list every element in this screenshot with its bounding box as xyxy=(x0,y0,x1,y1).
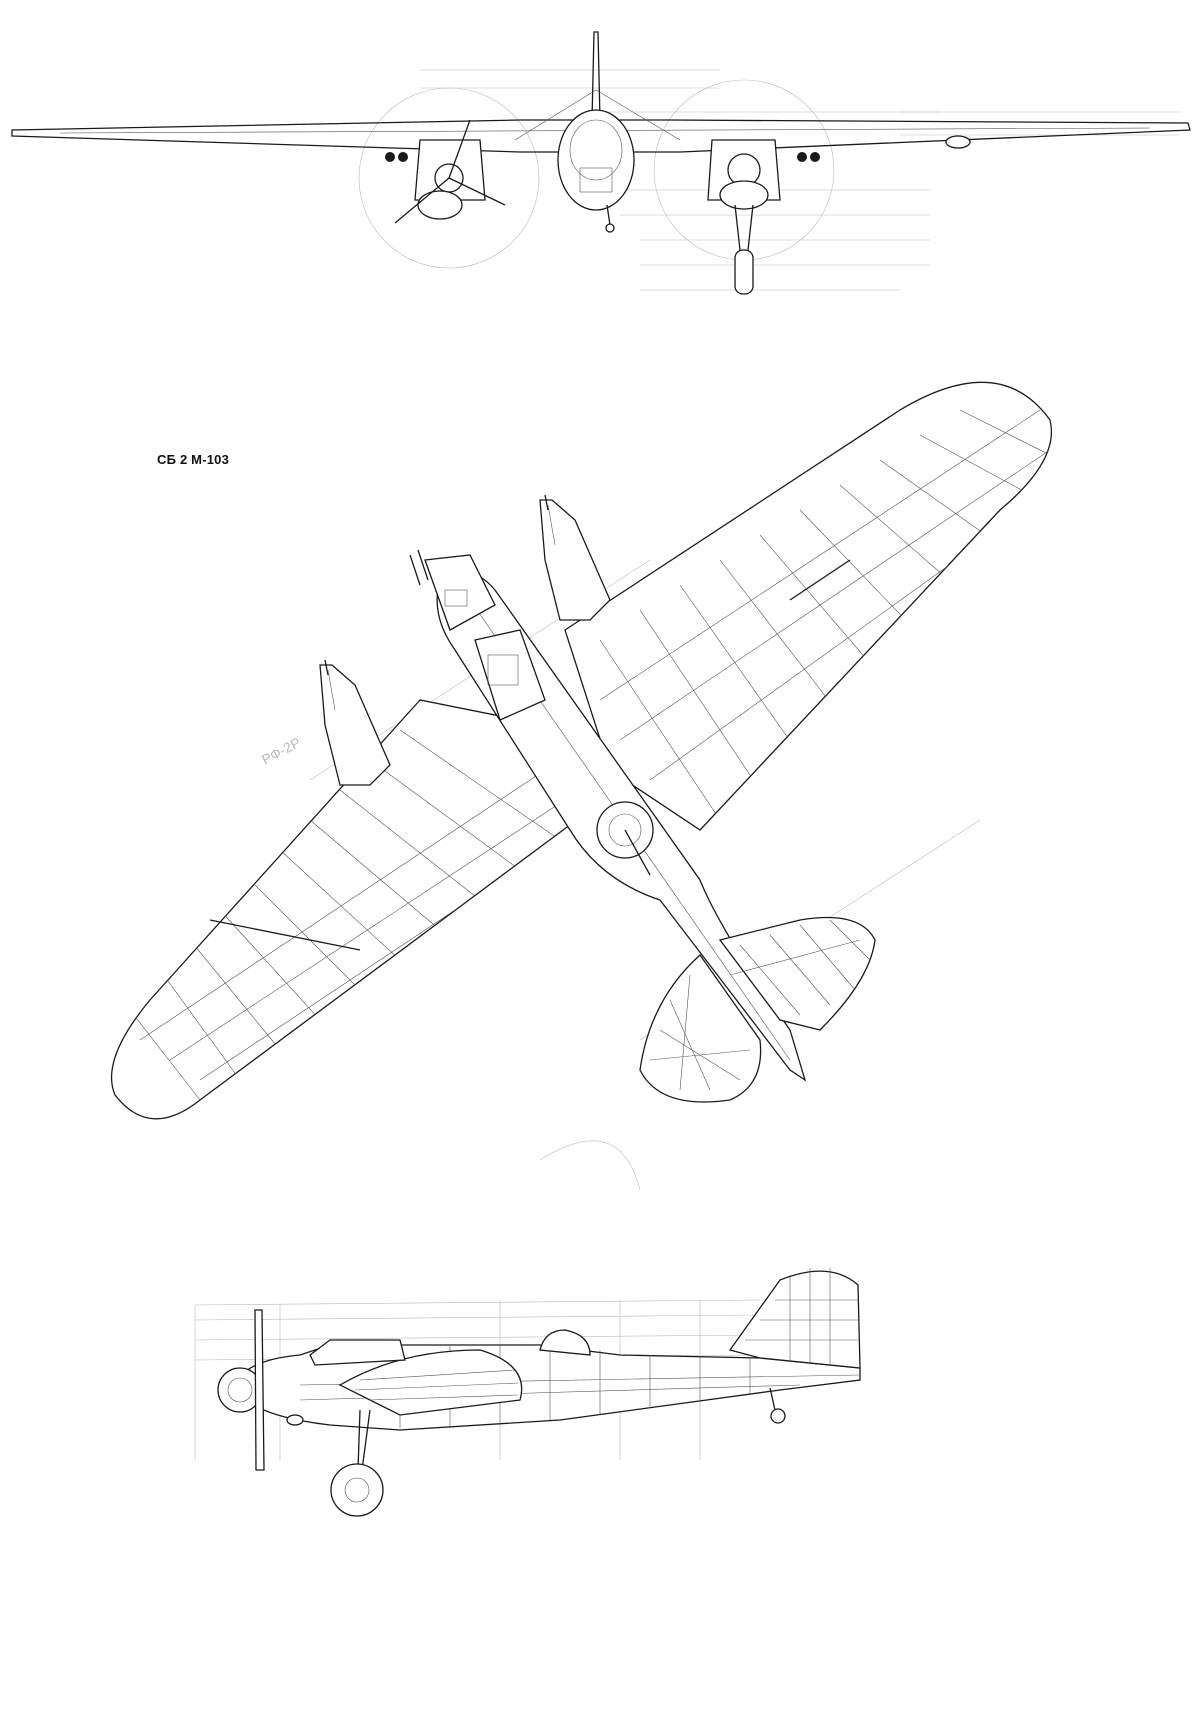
side-propeller xyxy=(255,1310,264,1470)
side-turret xyxy=(540,1330,590,1355)
side-vertical-fin xyxy=(730,1271,860,1368)
svg-text:РФ-2Р: РФ-2Р xyxy=(258,733,304,768)
top-right-wing xyxy=(565,382,1051,830)
side-view xyxy=(195,1268,860,1516)
front-fuselage xyxy=(558,110,634,210)
front-right-nacelle xyxy=(708,140,820,294)
top-right-nacelle xyxy=(540,495,610,620)
side-tail-wheel xyxy=(770,1388,785,1423)
front-view xyxy=(12,32,1190,294)
side-nose-glazing xyxy=(310,1340,405,1365)
ghost-text-lines xyxy=(420,70,1180,290)
front-left-nacelle xyxy=(385,120,505,223)
top-left-nacelle xyxy=(320,660,390,785)
front-fin xyxy=(592,32,600,120)
aircraft-designation-label: СБ 2 М-103 xyxy=(157,452,230,467)
top-view xyxy=(112,382,1060,1190)
